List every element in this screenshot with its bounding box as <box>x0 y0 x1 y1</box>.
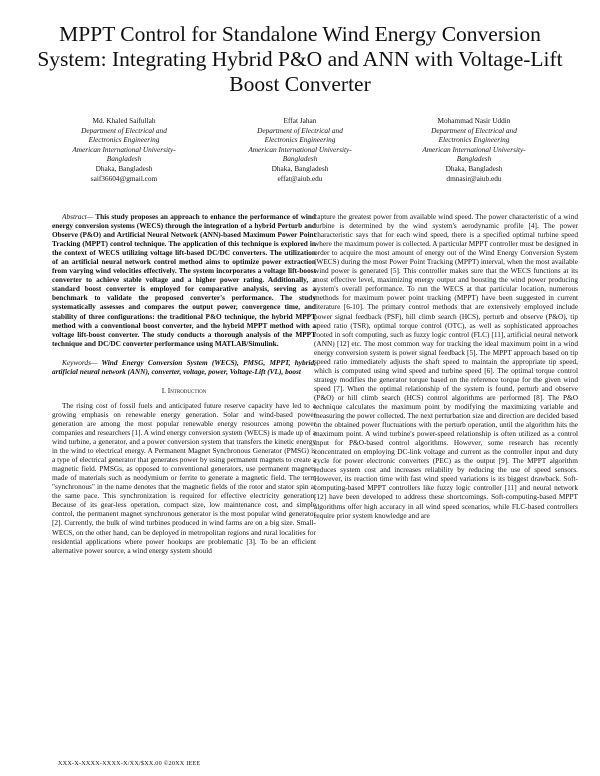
abstract <box>52 212 316 348</box>
keywords-label: Keywords— <box>62 357 98 367</box>
author-department: Electronics Engineering <box>88 135 160 145</box>
author-department: Electronics Engineering <box>264 135 336 145</box>
author-block-2 <box>210 116 390 183</box>
author-name: Md. Khaled Saifullah <box>92 116 156 125</box>
author-city: Dhaka, Bangladesh <box>95 163 153 173</box>
keywords <box>52 358 316 376</box>
author-university: Bangladesh <box>456 154 492 164</box>
author-block-1 <box>34 116 214 183</box>
author-university: Bangladesh <box>282 154 318 164</box>
paper-title: MPPT Control for Standalone Wind Energy Conversion System: Integrating Hybrid P&O and ANN with Voltage-Lift Boost Converter <box>37 22 563 96</box>
author-city: Dhaka, Bangladesh <box>445 163 503 173</box>
author-university: American International University- <box>248 144 352 154</box>
author-email: dmnasir@aiub.edu <box>446 173 502 183</box>
author-email: saif36604@gmail.com <box>90 173 158 183</box>
author-department: Department of Electrical and <box>81 125 167 135</box>
author-department: Department of Electrical and <box>257 125 343 135</box>
right-column <box>314 212 578 520</box>
body-paragraph: capture the greatest power from available wind speed. The power characteristic of a wind turbine is determined by the wind system's aerodynamic profile [4]. The power characteristic says that for each wind speed, there is a specified optimal turbine speed where the maximum power is collected. A particular MPPT controller must be designed in order to acquire the most amount of energy out of the Wind Energy Conversion System (WECS) during the most Power Point Tracking (MPPT) interval, when the most available wind power is generated [5]. This controller makes sure that the WECS functions at its most effective level, maximizing energy output and boosting the wind power producing system's overall performance. To run the WECS at that particular location, numerous methods for maximum power point tracking (MPPT) have been suggested in current literature [6-10]. The primary control methods that are extensively employed include power signal feedback (PSF), hill climb search (HCS), perturb and observe (P&O), tip speed ratio (TSR), optimal torque control (OTC), as well as sophisticated approaches rooted in soft computing, such as fuzzy logic control (FLC) [11], artificial neural network (ANN) [12] etc. The most common way for tracking the ideal maximum point in a wind energy conversion system is power signal feedback [5]. The MPPT approach based on tip speed ratio immediately adjusts the shaft speed to maintain the appropriate tip speed, which is computed using wind speed and turbine speed [6]. The optimal torque control strategy modifies the generator torque based on the reference torque for the given wind speed [7]. When the optimal relationship of the system is found, perturb and observe (P&O) or hill climb search (HCS) control algorithms are performed [8]. The P&O technique calculates the maximum point by modifying the maximizing variable and measuring the power collected. The next perturbation size and direction are decided based on the obtained power fluctuations with the perturb operation, until the algorithm hits the maximum point. A wind turbine's power-speed relationship is often utilized as a control input for P&O-based control algorithms. However, some research has recently concentrated on employing DC-link voltage and current as the controller input and duty cycle for power electronic converters (PEC) as the output [9]. The MPPT algorithm reduces system cost and increases reliability by reducing the use of speed sensors. However, its reaction time with fast wind speed variations is its biggest drawback. Soft-computing-based MPPT controllers like fuzzy logic controller [11] and neural network [12] have been developed to address these shortcomings. Soft-computing-based MPPT algorithms offer high accuracy in all wind speed scenarios, while FLC-based controllers require prior system knowledge and are <box>314 212 578 520</box>
section-heading: I. Introduction <box>161 385 207 395</box>
copyright-footer: XXX-X-XXXX-XXXX-X/XX/$XX.00 ©20XX IEEE <box>58 760 201 767</box>
author-university: American International University- <box>422 144 526 154</box>
author-university: American International University- <box>72 144 176 154</box>
left-column <box>52 212 316 555</box>
abstract-text: This study proposes an approach to enhance the performance of wind energy conversion systems (WECS) through the integration of a hybrid Perturb and Observe (P&O) and Artificial Neural Network (ANN)-based Maximum Power Point Tracking (MPPT) control technique. The application of this technique is explored in the context of WECS utilizing voltage lift-based DC/DC converters. The utilization of an artificial neural network control method aims to optimize power extraction from varying wind velocities effectively. The system incorporates a voltage lift-boost converter to achieve stable voltage and a higher power rating. Additionally, a standard boost converter is employed for comparative analysis, serving as a benchmark to validate the proposed converter's performance. The study systematically assesses and compares the output power, convergence time, and stability of three configurations: the traditional P&O technique, the hybrid MPPT method with a conventional boost converter, and the hybrid MPPT method with a voltage lift-boost converter. The study conducts a thorough analysis of the MPPT technique and DC/DC converter performance using MATLAB/Simulink. <box>52 212 316 348</box>
author-university: Bangladesh <box>106 154 142 164</box>
author-city: Dhaka, Bangladesh <box>271 163 329 173</box>
abstract-label: Abstract— <box>62 212 94 221</box>
author-department: Electronics Engineering <box>438 135 510 145</box>
author-department: Department of Electrical and <box>431 125 517 135</box>
author-name: Mohammad Nasir Uddin <box>437 116 511 125</box>
author-name: Effat Jahan <box>283 116 317 125</box>
author-block-3 <box>384 116 564 183</box>
intro-paragraph: The rising cost of fossil fuels and anticipated future reserve capacity have led to a growing emphasis on renewable energy generation. Solar and wind-based power generation are among the most popular renewable energy resources among power companies and researchers [1]. A wind energy conversion system (WECS) is made up of a wind turbine, a generator, and a power conversion system that transfers the kinetic energy in the wind to electrical energy. A Permanent Magnet Synchronous Generator (PMSG) is a type of electrical generator that generates power by using permanent magnets to create a magnetic field. PMSGs, as opposed to conventional generators, use permanent magnets made of materials such as neodymium or ferrite to generate a magnetic field. The term "synchronous" in the name denotes that the magnetic fields of the rotor and stator spin at the same pace. This synchronization is required for effective electricity generation. Because of its gear-less operation, compact size, low maintenance cost, and simple control, the permanent magnet synchronous generator is the most popular wind generator [2]. Currently, the bulk of wind turbines produced in wind farms are on a big size. Small-WECS, on the other hand, can be deployed in metropolitan regions and rural localities for residential applications where power hookups are problematic [3]. To be an efficient alternative power source, a wind energy system should <box>52 400 316 555</box>
author-email: effat@aiub.edu <box>277 173 323 183</box>
keywords-text: Wind Energy Conversion System (WECS), PMSG, MPPT, hybrid, artificial neural network (ANN), converter, voltage, power, Voltage-Lift (VL), boost <box>52 357 316 376</box>
